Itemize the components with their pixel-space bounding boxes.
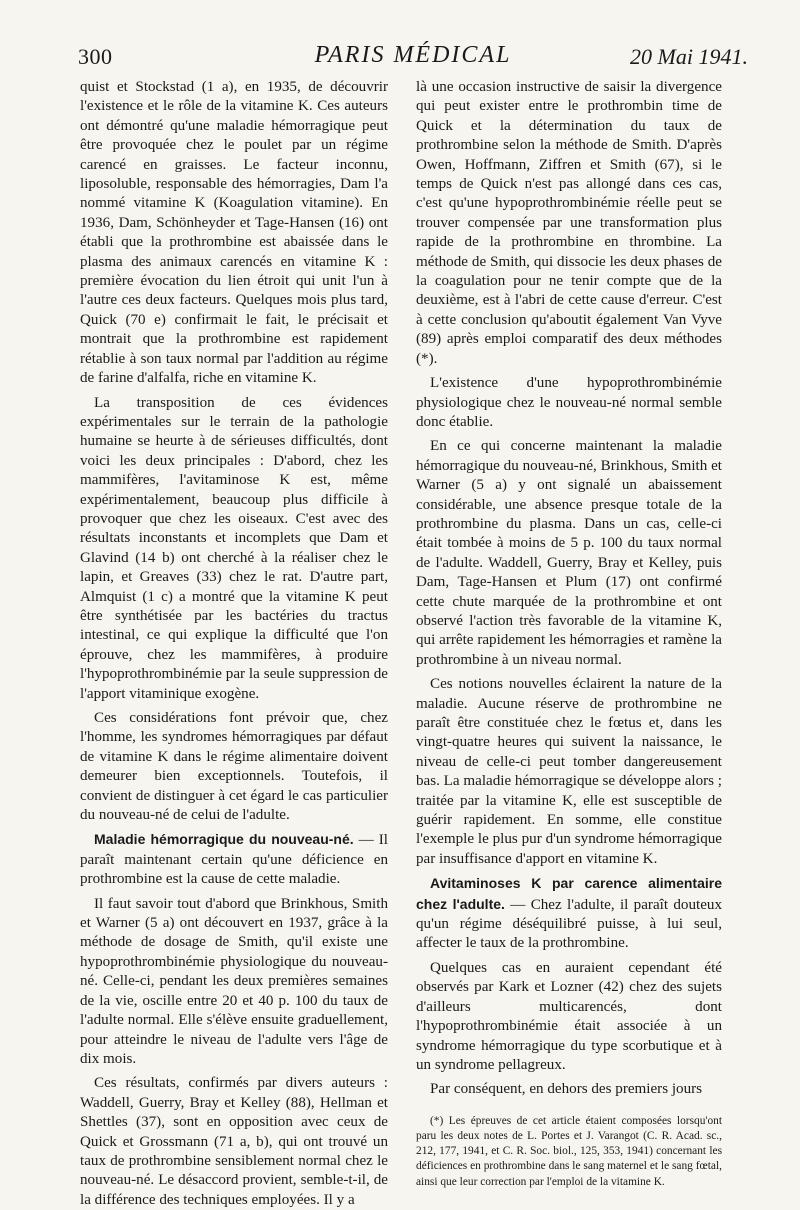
left-paragraph-1: quist et Stockstad (1 a), en 1935, de découvrir l'existence et le rôle de la vitamine K. Ces auteurs ont démontré qu'une maladie hémorragique peut être provoquée chez le poulet par un régime carencé en graisses. Le facteur inconnu, liposoluble, responsable des hémorragies, Dam l'a nommé vitamine K (Koagulation vitamine). En 1936, Dam, Schönheyder et Tage-Hansen (16) ont établi que la prothrombine est abaissée dans le plasma des animaux carencés en vitamine K : première évocation du lien étroit qui unit l'un à l'autre ces deux facteurs. Quelques mois plus tard, Quick (70 e) confirmait le fait, le précisait et montrait que la prothrombine est rapidement rétablie à son taux normal par l'addition au régime de farine d'alfalfa, riche en vitamine K. [80,79,388,387]
section-heading-newborn: Maladie hémorragique du nouveau-né. [94,831,354,848]
footnote-text: (*) Les épreuves de cet article étaient composées lorsqu'ont paru les deux notes de L. Portes et J. Varangot (C. R. Acad. sc., 212, 177, 1941, et C. R. Soc. biol., 125, 353, 1941) concernant les déficiences en prothrombine dans le sang maternel et le sang fœtal, ainsi que leur correction par l'emploi de la vitamine K. [416,1114,722,1188]
section-body-adult: — Chez l'adulte, il paraît douteux qu'un régime déséquilibré puisse, à lui seul, affecter le taux de la prothrombine. [416,896,722,952]
left-column [80,78,388,1210]
left-paragraph-5: Il faut savoir tout d'abord que Brinkhous, Smith et Warner (5 a) ont découvert en 1937, grâce à la méthode de dosage de Smith, qu'il existe une hypoprothrombinémie physiologique du nouveau-né. Celle-ci, pendant les deux premières semaines de la vie, oscille entre 20 et 40 p. 100 du taux de l'adulte normal. Elle s'élève ensuite graduellement, pour atteindre le niveau de l'adulte vers l'âge de dix mois. [80,895,388,1067]
footnote [416,1114,722,1190]
right-paragraph-6: Quelques cas en auraient cependant été observés par Kark et Lozner (42) chez des sujets d'ailleurs multicarencés, dont l'hypoprothrombinémie était associée à un syndrome hémorragique du type scorbutique et à un syndrome pellagreux. [416,959,722,1073]
journal-title: PARIS MÉDICAL [314,42,512,68]
right-column [416,78,722,1190]
page-header [78,40,748,74]
issue-date: 20 Mai 1941. [630,44,748,69]
left-section-paragraph [80,830,388,889]
right-paragraph-7: Par conséquent, en dehors des premiers jours [430,1081,703,1098]
left-paragraph-2: La transposition de ces évidences expérimentales sur le terrain de la pathologie humaine se heurte à de sérieuses difficultés, dont voici les deux principales : D'abord, chez les mammifères, l'avitaminose K est, même expérimentalement, beaucoup plus difficile à provoquer que chez les oiseaux. C'est avec des résultats inconstants et incomplets que Dam et Glavind (14 b) ont cherché à la réaliser chez le lapin, et Greaves (33) chez le rat. D'autre part, Almquist (1 c) a montré que la vitamine K peut être synthétisée par les bactéries du tractus intestinal, ce qui explique la difficulté que l'on éprouve, chez les mammifères, à produire l'hypoprothrombinémie par la seule suppression de l'apport vitaminique exogène. [80,394,388,702]
right-paragraph-4: Ces notions nouvelles éclairent la nature de la maladie. Aucune réserve de prothrombine ne paraît être constituée chez le fœtus et, dans les vingt-quatre heures qui suivent la naissance, le niveau de celle-ci peut tomber dangereusement bas. La maladie hémorragique se développe alors ; traitée par la vitamine K, elle est susceptible de guérir rapidement. En somme, elle constitue l'exemple le plus pur d'un syndrome hémorragique par insuffisance d'apport en vitamine K. [416,676,722,867]
page-number: 300 [78,44,113,69]
left-paragraph-6: Ces résultats, confirmés par divers auteurs : Waddell, Guerry, Bray et Kelley (88), Hellman et Shettles (37), sont en opposition avec ceux de Quick et Grossmann (71 a, b), qui ont trouvé un taux de prothrombine sensiblement normal chez le nouveau-né. Le désaccord provient, semble-t-il, de la différence des techniques employées. Il y a [80,1075,388,1208]
right-paragraph-2: L'existence d'une hypoprothrombinémie physiologique chez le nouveau-né normal semble donc établie. [416,375,722,430]
section-body-newborn: — Il paraît maintenant certain qu'une déficience en prothrombine est la cause de cette maladie. [80,832,388,888]
right-paragraph-1: là une occasion instructive de saisir la divergence qui peut exister entre le prothrombin time de Quick et la détermination du taux de prothrombine selon la méthode de Smith. D'après Owen, Hoffmann, Ziffren et Smith (67), si le temps de Quick n'est pas allongé dans ces cas, c'est qu'une hypoprothrombinémie réelle peut se trouver compensée par une transformation plus rapide de la prothrombine en thrombine. La méthode de Smith, qui dissocie les deux phases de la coagulation pour ne tenir compte que de la deuxième, est à l'abri de cette cause d'erreur. C'est à cette conclusion qu'aboutit également Van Vyve (89) après emploi comparatif des deux méthodes (*). [416,79,722,367]
right-paragraph-3: En ce qui concerne maintenant la maladie hémorragique du nouveau-né, Brinkhous, Smith et Warner (5 a) y ont signalé un abaissement considérable, une absence presque totale de la prothrombine du plasma. Dans un cas, celle-ci était tombée à moins de 5 p. 100 du taux normal de l'adulte. Waddell, Guerry, Bray et Kelley, puis Dam, Tage-Hansen et Plum (17) ont confirmé cette chute marquée de la prothrombine et ont observé l'action très favorable de la vitamine K, qui arrête rapidement les hémorragies et ramène la prothrombine à un niveau normal. [416,438,722,668]
left-paragraph-3: Ces considérations font prévoir que, chez l'homme, les syndromes hémorragiques par défaut de vitamine K dans le régime alimentaire doivent demeurer bien exceptionnels. Toutefois, il convient de distinguer à cet égard le cas particulier du nouveau-né de celui de l'adulte. [80,710,388,824]
section-heading-adult: Avitaminoses K par carence alimentaire chez l'adulte. [416,875,722,912]
right-section-paragraph [416,874,722,954]
